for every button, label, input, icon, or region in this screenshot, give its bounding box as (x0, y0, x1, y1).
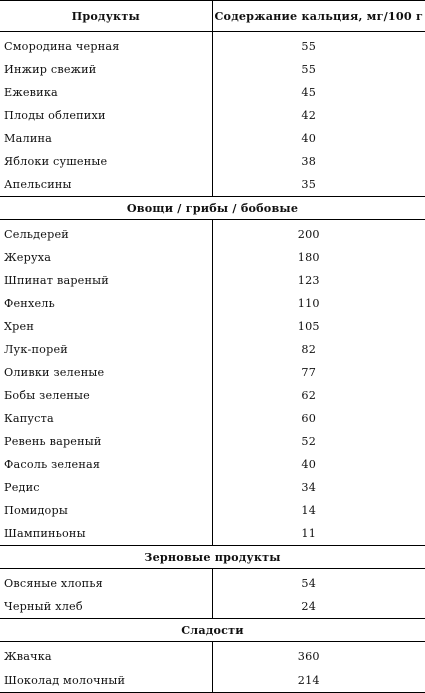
calcium-value: 11 (301, 527, 317, 540)
table-header-row (0, 1, 425, 32)
product-name: Фасоль зеленая (0, 453, 212, 476)
section-title: Зерновые продукты (0, 546, 425, 569)
product-name: Капуста (0, 407, 212, 430)
calcium-value: 55 (301, 40, 317, 53)
table-row (0, 104, 425, 127)
calcium-value: 52 (301, 435, 317, 448)
product-name: Черный хлеб (0, 595, 212, 619)
table-row (0, 522, 425, 546)
calcium-value: 180 (297, 251, 320, 264)
product-name: Сельдерей (0, 220, 212, 247)
table-row (0, 315, 425, 338)
table-row (0, 499, 425, 522)
product-name: Жвачка (0, 642, 212, 669)
table-row (0, 150, 425, 173)
table-row (0, 453, 425, 476)
calcium-value: 45 (301, 86, 317, 99)
table-row (0, 246, 425, 269)
product-name: Лук-порей (0, 338, 212, 361)
product-name: Малина (0, 127, 212, 150)
table-row (0, 32, 425, 59)
calcium-value: 40 (301, 458, 317, 471)
calcium-value: 24 (301, 600, 317, 613)
product-name: Шоколад молочный (0, 668, 212, 693)
table-row (0, 595, 425, 619)
product-name: Хрен (0, 315, 212, 338)
product-name: Шампиньоны (0, 522, 212, 546)
calcium-value: 14 (301, 504, 317, 517)
product-name: Ревень вареный (0, 430, 212, 453)
product-name: Инжир свежий (0, 58, 212, 81)
product-name: Помидоры (0, 499, 212, 522)
calcium-value: 60 (301, 412, 317, 425)
calcium-value: 123 (297, 274, 320, 287)
table-row (0, 338, 425, 361)
calcium-value: 77 (301, 366, 317, 379)
table-row (0, 292, 425, 315)
product-name: Апельсины (0, 173, 212, 197)
calcium-value: 34 (301, 481, 317, 494)
calcium-value: 82 (301, 343, 317, 356)
calcium-value: 110 (297, 297, 320, 310)
section-title: Сладости (0, 619, 425, 642)
product-name: Яблоки сушеные (0, 150, 212, 173)
calcium-value: 62 (301, 389, 317, 402)
table-row (0, 361, 425, 384)
column-header-calcium: Содержание кальция, мг/100 г (212, 1, 425, 32)
product-name: Шпинат вареный (0, 269, 212, 292)
table-row (0, 220, 425, 247)
product-name: Смородина черная (0, 32, 212, 59)
calcium-value: 35 (301, 178, 317, 191)
calcium-value: 38 (301, 155, 317, 168)
calcium-value: 105 (297, 320, 320, 333)
table-row (0, 476, 425, 499)
table-row (0, 384, 425, 407)
table-row (0, 173, 425, 197)
column-header-products: Продукты (0, 1, 212, 32)
section-title: Овощи / грибы / бобовые (0, 197, 425, 220)
table-row (0, 668, 425, 693)
table-row (0, 58, 425, 81)
calcium-value: 40 (301, 132, 317, 145)
calcium-value: 54 (301, 577, 317, 590)
product-name: Ежевика (0, 81, 212, 104)
calcium-value: 200 (297, 228, 320, 241)
table-row (0, 642, 425, 669)
table-body (0, 32, 425, 693)
product-name: Фенхель (0, 292, 212, 315)
product-name: Жеруха (0, 246, 212, 269)
section-header-row (0, 619, 425, 642)
calcium-value: 55 (301, 63, 317, 76)
calcium-value: 360 (297, 650, 320, 663)
product-name: Редис (0, 476, 212, 499)
calcium-value: 42 (301, 109, 317, 122)
table-row (0, 430, 425, 453)
table-row (0, 407, 425, 430)
product-name: Овсяные хлопья (0, 569, 212, 596)
table-row (0, 127, 425, 150)
product-name: Оливки зеленые (0, 361, 212, 384)
product-name: Плоды облепихи (0, 104, 212, 127)
product-name: Бобы зеленые (0, 384, 212, 407)
section-header-row (0, 546, 425, 569)
table-row (0, 269, 425, 292)
table-row (0, 569, 425, 596)
calcium-value: 214 (212, 668, 425, 693)
section-header-row (0, 197, 425, 220)
table-row (0, 81, 425, 104)
